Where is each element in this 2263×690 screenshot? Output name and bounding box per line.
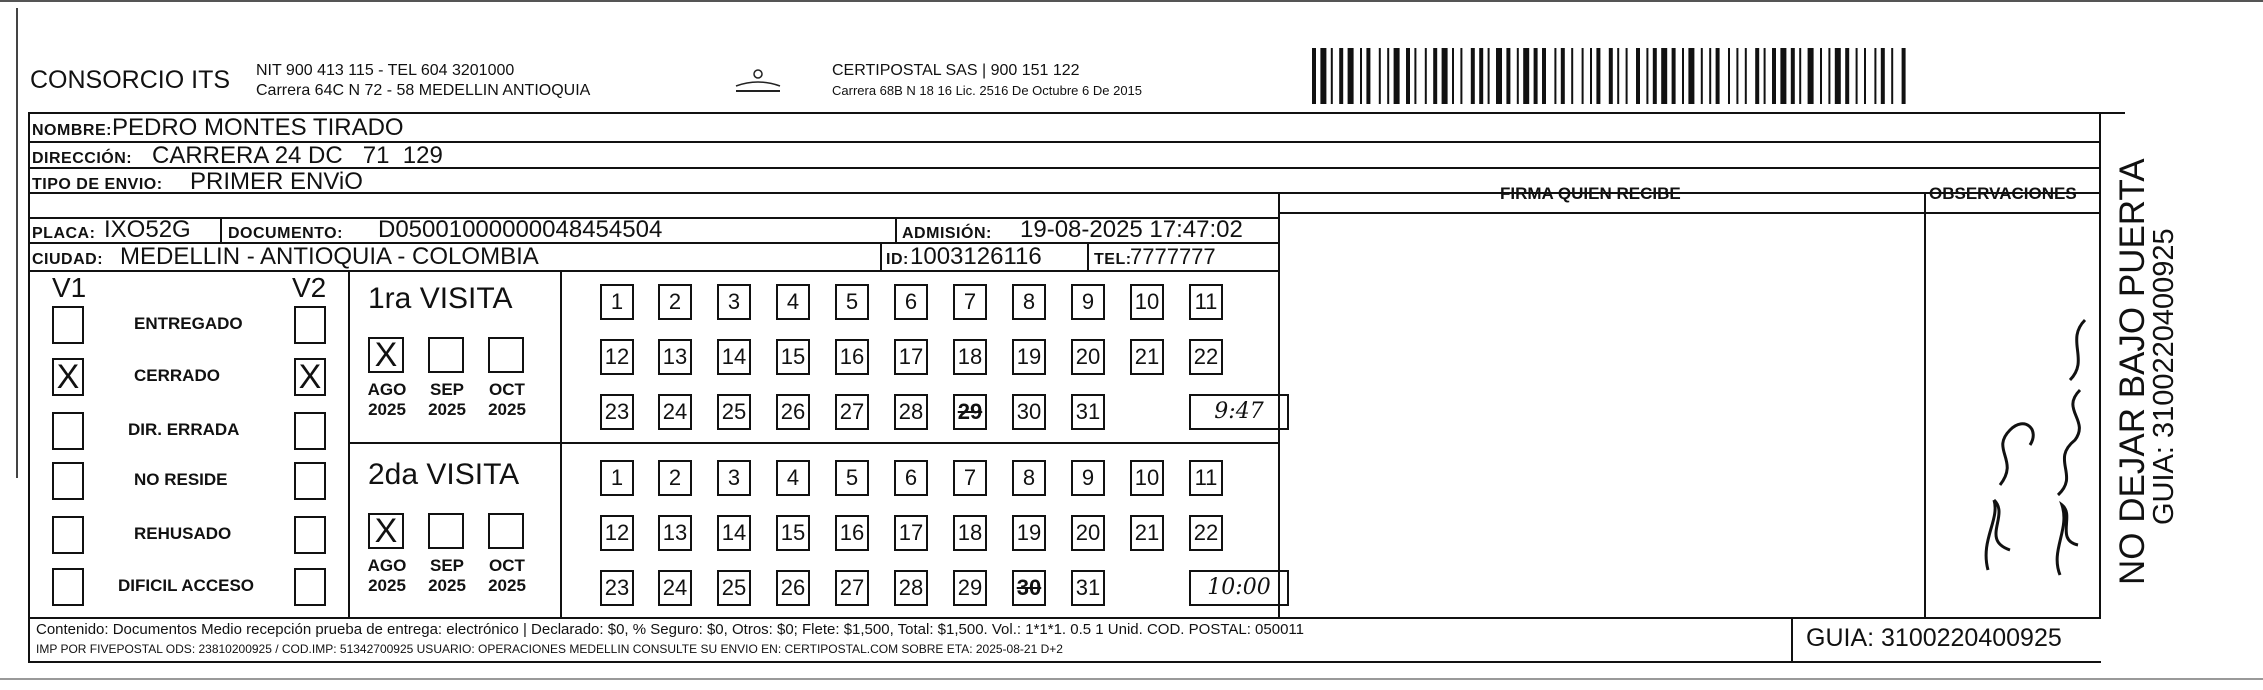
day-box[interactable]: 17	[894, 515, 928, 551]
company-line2: Carrera 64C N 72 - 58 MEDELLIN ANTIOQUIA	[256, 82, 591, 99]
day-box[interactable]: 12	[600, 515, 634, 551]
day-box[interactable]: 3	[717, 284, 751, 320]
day-box[interactable]: 28	[894, 570, 928, 606]
status-v1-checkbox[interactable]	[52, 412, 84, 450]
day-box[interactable]: 4	[776, 460, 810, 496]
status-label: ENTREGADO	[134, 314, 243, 333]
status-v1-checkbox[interactable]	[52, 462, 84, 500]
nombre-value: PEDRO MONTES TIRADO	[112, 114, 404, 141]
status-v1-checkbox[interactable]	[52, 516, 84, 554]
carrier-logo-icon	[730, 64, 786, 98]
day-box[interactable]: 29	[953, 570, 987, 606]
month-checkbox[interactable]: X	[368, 337, 404, 373]
grid-line	[348, 442, 1278, 444]
day-box[interactable]: 20	[1071, 339, 1105, 375]
month-label: SEP 2025	[428, 380, 466, 419]
status-label: DIR. ERRADA	[128, 420, 240, 439]
tel-value: 7777777	[1130, 244, 1216, 269]
day-box[interactable]: 6	[894, 284, 928, 320]
placa-label: PLACA:	[32, 225, 96, 242]
day-box[interactable]: 16	[835, 339, 869, 375]
day-box[interactable]: 25	[717, 570, 751, 606]
day-box[interactable]: 14	[717, 339, 751, 375]
v2-header: V2	[292, 272, 327, 303]
day-box[interactable]: 19	[1012, 339, 1046, 375]
day-box[interactable]: 31	[1071, 570, 1105, 606]
month-checkbox[interactable]	[428, 513, 464, 549]
day-box[interactable]: 21	[1130, 515, 1164, 551]
day-box[interactable]: 25	[717, 394, 751, 430]
day-box[interactable]: 30	[1012, 394, 1046, 430]
visit-title: 2da VISITA	[368, 458, 520, 491]
grid-line	[880, 242, 882, 270]
grid-line	[1791, 617, 1793, 661]
day-box[interactable]: 9	[1071, 460, 1105, 496]
firma-header: FIRMA QUIEN RECIBE	[1500, 184, 1681, 203]
day-box[interactable]: 29	[953, 394, 987, 430]
day-box[interactable]: 24	[658, 570, 692, 606]
status-v1-checkbox[interactable]: X	[52, 358, 84, 396]
placa-value: IXO52G	[104, 216, 191, 243]
day-box[interactable]: 15	[776, 339, 810, 375]
day-box[interactable]: 11	[1189, 460, 1223, 496]
day-box[interactable]: 5	[835, 284, 869, 320]
month-label: SEP 2025	[428, 556, 466, 595]
day-box[interactable]: 31	[1071, 394, 1105, 430]
day-box[interactable]: 28	[894, 394, 928, 430]
day-box[interactable]: 23	[600, 394, 634, 430]
id-value: 1003126116	[910, 243, 1042, 270]
status-v1-checkbox[interactable]	[52, 568, 84, 606]
day-box[interactable]: 13	[658, 515, 692, 551]
day-box[interactable]: 26	[776, 394, 810, 430]
documento-value: D05001000000048454504	[378, 216, 663, 243]
grid-line	[28, 661, 2101, 663]
left-edge	[16, 8, 18, 478]
day-box[interactable]: 11	[1189, 284, 1223, 320]
status-label: REHUSADO	[134, 524, 232, 543]
status-label: NO RESIDE	[134, 470, 228, 489]
day-box[interactable]: 7	[953, 460, 987, 496]
carrier-line2: Carrera 68B N 18 16 Lic. 2516 De Octubre 6 De 2015	[832, 83, 1143, 98]
day-box[interactable]: 2	[658, 460, 692, 496]
carrier-line1: CERTIPOSTAL SAS | 900 151 122	[832, 62, 1080, 79]
grid-line	[220, 217, 222, 242]
observaciones-header: OBSERVACIONES	[1929, 184, 2077, 203]
day-box[interactable]: 18	[953, 339, 987, 375]
day-box[interactable]: 9	[1071, 284, 1105, 320]
day-box[interactable]: 27	[835, 570, 869, 606]
direccion-value: CARRERA 24 DC 71 129	[152, 142, 443, 169]
id-label: ID:	[886, 251, 909, 268]
grid-line	[1924, 192, 1926, 617]
month-label: AGO 2025	[367, 556, 407, 595]
month-label: AGO 2025	[367, 380, 407, 419]
day-box[interactable]: 20	[1071, 515, 1105, 551]
handwritten-time: 9:47	[1189, 394, 1289, 430]
day-box[interactable]: 10	[1130, 284, 1164, 320]
status-v2-checkbox[interactable]	[294, 516, 326, 554]
grid-line	[28, 112, 30, 662]
barcode-icon	[1312, 48, 1948, 104]
bottom-edge	[0, 678, 2263, 680]
day-box[interactable]: 18	[953, 515, 987, 551]
day-box[interactable]: 6	[894, 460, 928, 496]
tel-label: TEL:	[1094, 251, 1132, 268]
v1-header: V1	[52, 272, 87, 303]
status-v1-checkbox[interactable]	[52, 306, 84, 344]
day-box[interactable]: 15	[776, 515, 810, 551]
day-box[interactable]: 3	[717, 460, 751, 496]
day-box[interactable]: 7	[953, 284, 987, 320]
side-guia: GUIA: 3100220400925	[2148, 228, 2180, 525]
month-checkbox[interactable]	[488, 513, 524, 549]
status-v2-checkbox[interactable]: X	[294, 358, 326, 396]
day-box[interactable]: 1	[600, 284, 634, 320]
day-box[interactable]: 27	[835, 394, 869, 430]
day-box[interactable]: 12	[600, 339, 634, 375]
day-box[interactable]: 8	[1012, 284, 1046, 320]
day-box[interactable]: 14	[717, 515, 751, 551]
grid-line	[895, 217, 897, 242]
day-box[interactable]: 24	[658, 394, 692, 430]
grid-line	[1087, 242, 1089, 270]
month-checkbox[interactable]: X	[368, 513, 404, 549]
admision-value: 19-08-2025 17:47:02	[1020, 216, 1243, 243]
month-label: OCT 2025	[488, 380, 526, 419]
day-box[interactable]: 8	[1012, 460, 1046, 496]
day-box[interactable]: 23	[600, 570, 634, 606]
top-edge	[0, 0, 2263, 2]
ciudad-value: MEDELLIN - ANTIOQUIA - COLOMBIA	[120, 243, 539, 270]
status-v2-checkbox[interactable]	[294, 568, 326, 606]
footer-guia: GUIA: 3100220400925	[1806, 624, 2062, 652]
day-box[interactable]: 21	[1130, 339, 1164, 375]
status-label: DIFICIL ACCESO	[118, 576, 255, 595]
visit-title: 1ra VISITA	[368, 282, 513, 315]
day-box[interactable]: 30	[1012, 570, 1046, 606]
company-line1: NIT 900 413 115 - TEL 604 3201000	[256, 62, 515, 79]
nombre-label: NOMBRE:	[32, 122, 112, 139]
admision-label: ADMISIÓN:	[902, 225, 992, 242]
status-label: CERRADO	[134, 366, 220, 385]
footer-info: IMP POR FIVEPOSTAL ODS: 23810200925 / COD.IMP: 51342700925 USUARIO: OPERACIONES MEDELLIN CONSULTE SU ENVIO EN: CERTIPOSTAL.COM SOBRE ETA: 2025-08-21 D+2	[36, 642, 1063, 656]
ciudad-label: CIUDAD:	[32, 251, 104, 268]
footer-content: Contenido: Documentos Medio recepción prueba de entrega: electrónico | Declarado: $0, % Seguro: $0, Otros: $0; Flete: $1,500, Total: $1,500. Vol.: 1*1*1. 0.5 1 Unid. COD. POSTAL: 050011	[36, 621, 1304, 638]
day-box[interactable]: 1	[600, 460, 634, 496]
tipo-envio-value: PRIMER ENViO	[190, 168, 363, 195]
day-box[interactable]: 5	[835, 460, 869, 496]
tipo-envio-label: TIPO DE ENVIO:	[32, 176, 163, 193]
handwritten-time: 10:00	[1189, 570, 1289, 606]
status-v2-checkbox[interactable]	[294, 306, 326, 344]
handwritten-signature	[1950, 300, 2100, 590]
status-v2-checkbox[interactable]	[294, 412, 326, 450]
day-box[interactable]: 19	[1012, 515, 1046, 551]
month-checkbox[interactable]	[488, 337, 524, 373]
month-label: OCT 2025	[488, 556, 526, 595]
day-box[interactable]: 10	[1130, 460, 1164, 496]
day-box[interactable]: 4	[776, 284, 810, 320]
grid-line	[1278, 212, 2099, 214]
day-box[interactable]: 17	[894, 339, 928, 375]
day-box[interactable]: 26	[776, 570, 810, 606]
status-v2-checkbox[interactable]	[294, 462, 326, 500]
direccion-label: DIRECCIÓN:	[32, 150, 133, 167]
no-dejar-bajo-puerta: NO DEJAR BAJO PUERTA	[2113, 158, 2152, 585]
documento-label: DOCUMENTO:	[228, 225, 343, 242]
day-box[interactable]: 16	[835, 515, 869, 551]
day-box[interactable]: 22	[1189, 339, 1223, 375]
company-name: CONSORCIO ITS	[30, 66, 231, 94]
day-box[interactable]: 22	[1189, 515, 1223, 551]
day-box[interactable]: 13	[658, 339, 692, 375]
month-checkbox[interactable]	[428, 337, 464, 373]
day-box[interactable]: 2	[658, 284, 692, 320]
